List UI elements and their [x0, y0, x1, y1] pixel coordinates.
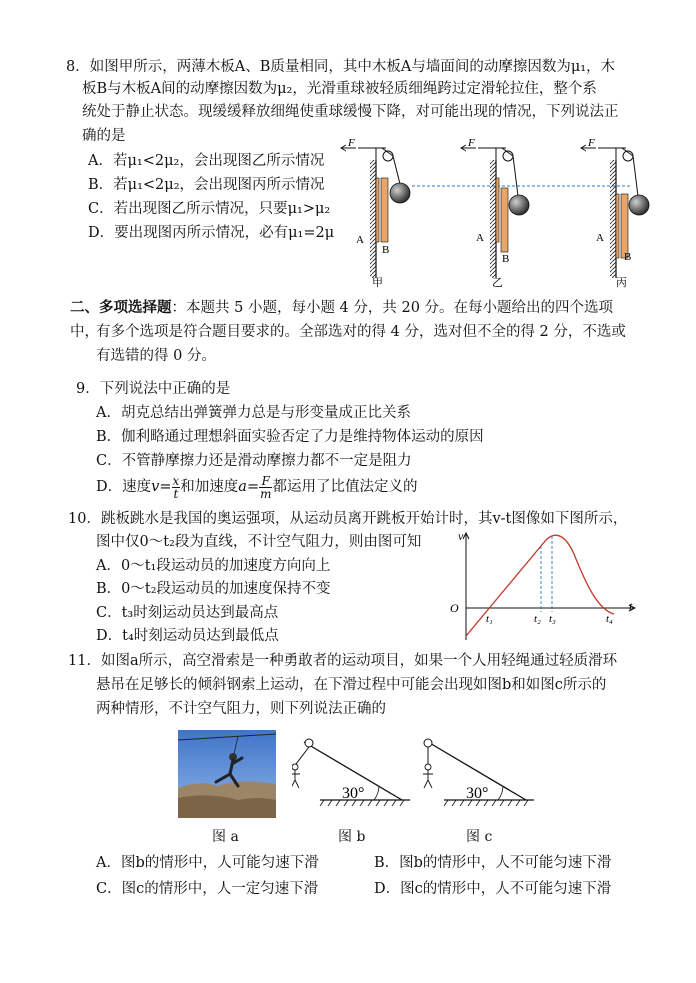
q8-stem-line-4: 确的是 — [82, 128, 126, 144]
section-2-desc-2: 有多个选项是符合题目要求的。全部选对的得 4 分，选对但不全的得 2 分，不选或 — [96, 324, 626, 340]
q11-option-a: A．图b的情形中，人可能匀速下滑 — [96, 855, 319, 871]
label-a-bing: A — [596, 232, 604, 244]
figure-b — [292, 734, 416, 818]
q8-option-a: A．若μ₁<2μ₂，会出现图乙所示情况 — [88, 153, 325, 169]
q9-var-v: v — [151, 479, 160, 495]
q11-option-c: C．图c的情形中，人一定匀速下滑 — [96, 881, 319, 897]
t4-label: t₄ — [606, 613, 613, 625]
caption-fig-c: 图 c — [466, 829, 493, 845]
q10-stem-line-1: 10．跳板跳水是我国的奥运强项，从运动员离开跳板开始计时，其v-t图像如下图所示， — [68, 511, 628, 527]
section-2-desc-1: ：本题共 5 小题，每小题 4 分，共 20 分。在每小题给出的四个选项中， — [70, 300, 614, 340]
caption-jia: 甲 — [372, 277, 383, 289]
q9-eq-2: = — [246, 479, 260, 495]
figure-yi — [461, 138, 529, 289]
q10-option-a: A．0～t₁段运动员的加速度方向向上 — [96, 558, 331, 574]
t3-label: t₃ — [549, 613, 556, 625]
figure-c — [416, 734, 540, 818]
q10-option-d: D．t₄时刻运动员达到最低点 — [96, 628, 279, 644]
label-b-yi: B — [502, 253, 510, 265]
t2-label: t₂ — [534, 613, 541, 625]
q10-option-c: C．t₃时刻运动员达到最高点 — [96, 605, 279, 621]
v-axis-label: v — [458, 529, 464, 543]
fraction-f-over-m — [259, 475, 272, 500]
caption-fig-b: 图 b — [338, 829, 366, 845]
label-b-jia: B — [382, 244, 390, 256]
t1-label: t₁ — [486, 613, 493, 625]
q10-vt-graph — [448, 528, 644, 646]
q11-stem-line-3: 两种情形，不计空气阻力，则下列说法正确的 — [96, 701, 386, 717]
caption-bing: 丙 — [616, 277, 627, 289]
frac-denominator-t: t — [173, 486, 179, 501]
q8-stem-line-2: 板B与木板A间的动摩擦因数为μ₂，光滑重球被轻质细绳跨过定滑轮拉住，整个系 — [82, 81, 597, 97]
origin-label: O — [450, 601, 459, 615]
q9-stem: 9．下列说法中正确的是 — [76, 381, 231, 397]
q9-option-d — [96, 472, 417, 502]
q9-option-c: C．不管静摩擦力还是滑动摩擦力都不一定是阻力 — [96, 453, 412, 469]
q11-stem-line-1: 11．如图a所示，高空滑索是一种勇敢者的运动项目，如果一个人用轻绳通过轻质滑环 — [68, 653, 618, 669]
q8-stem-line-3: 统处于静止状态。现缓缓释放细绳使重球缓慢下降，对可能出现的情况，下列说法正 — [82, 104, 619, 120]
frac-numerator-x: x — [172, 473, 180, 488]
fraction-x-over-t — [172, 475, 181, 500]
q9-option-a: A．胡克总结出弹簧弹力总是与形变量成正比关系 — [96, 405, 411, 421]
q11-option-b: B．图b的情形中，人不可能匀速下滑 — [374, 855, 612, 871]
q9-eq-1: = — [159, 479, 172, 495]
q8-stem-line-1: 8．如图甲所示，两薄木板A、B质量相同，其中木板A与墙面间的动摩擦因数为μ₁，木 — [66, 59, 616, 75]
label-a-yi: A — [476, 232, 484, 244]
q11-option-d: D．图c的情形中，人不可能匀速下滑 — [374, 881, 612, 897]
q8-option-d: D．要出现图丙所示情况，必有μ₁=2μ — [88, 225, 335, 241]
frac-numerator-f: F — [259, 475, 272, 488]
q8-option-c: C．若出现图乙所示情况，只要μ₁>μ₂ — [88, 201, 331, 217]
zipline-photo — [178, 730, 276, 818]
q9-option-b: B．伽利略通过理想斜面实验否定了力是维持物体运动的原因 — [96, 429, 484, 445]
caption-yi: 乙 — [492, 277, 503, 289]
label-a-jia: A — [356, 234, 364, 246]
q11-stem-line-2: 悬吊在足够长的倾斜钢索上运动，在下滑过程中可能会出现如图b和如图c所示的 — [96, 677, 607, 693]
section-2-title: 二、多项选择题 — [70, 300, 172, 316]
angle-label-b: 30° — [342, 785, 365, 802]
label-b-bing: B — [624, 251, 632, 263]
force-label-bing: F — [588, 138, 595, 149]
q10-option-b: B．0～t₂段运动员的加速度保持不变 — [96, 581, 331, 597]
q9-option-d-suffix: 都运用了比值法定义的 — [272, 479, 418, 495]
force-label-jia: F — [348, 138, 355, 149]
t-axis-label: t — [629, 599, 633, 613]
q10-stem-line-2: 图中仅0～t₂段为直线，不计空气阻力，则由图可知 — [96, 534, 422, 550]
q9-option-d-prefix: D．速度 — [96, 479, 152, 495]
caption-fig-a: 图 a — [212, 829, 239, 845]
q9-var-a: a — [238, 479, 247, 495]
figure-jia — [341, 138, 410, 289]
force-label-yi: F — [468, 138, 475, 149]
q8-option-b: B．若μ₁<2μ₂，会出现图丙所示情况 — [88, 177, 325, 193]
q9-option-d-mid: 和加速度 — [180, 479, 239, 495]
q8-figure — [340, 138, 660, 292]
figure-bing — [581, 138, 649, 289]
frac-denominator-m: m — [260, 486, 272, 501]
angle-label-c: 30° — [466, 785, 489, 802]
section-2-desc-3: 有选错的得 0 分。 — [96, 348, 216, 364]
